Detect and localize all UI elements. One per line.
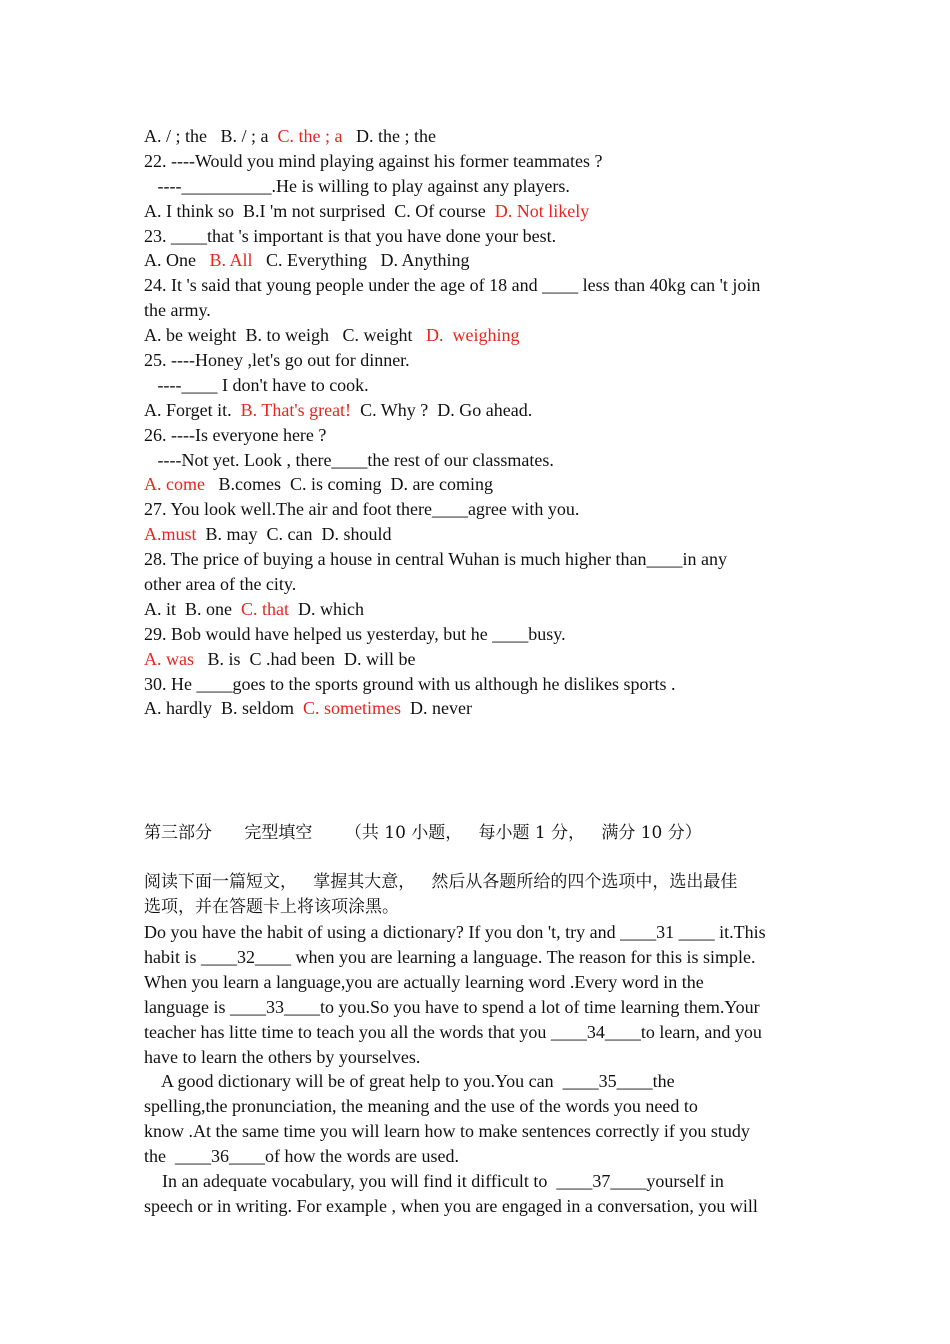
passage-line: spelling,the pronunciation, the meaning and the use of the words you need to [144, 1096, 698, 1117]
spacer [144, 846, 810, 870]
spacer [144, 721, 810, 821]
passage-line: In an adequate vocabulary, you will find it difficult to ____37____yourself in [144, 1170, 724, 1191]
question-26: 26. ----Is everyone here ? [144, 424, 327, 445]
passage-line: the ____36____of how the words are used. [144, 1146, 459, 1167]
instructions-line-1: 阅读下面一篇短文， 掌握其大意， 然后从各题所给的四个选项中，选出最佳 [144, 872, 738, 893]
question-28-continued: other area of the city. [144, 574, 297, 595]
answer-options-28: A. it B. one C. that D. which [144, 598, 364, 619]
instructions-line-2: 选项，并在答题卡上将该项涂黑。 [144, 897, 399, 918]
answer-options-23: A. One B. All C. Everything D. Anything [144, 250, 470, 271]
question-24-continued: the army. [144, 300, 211, 321]
passage-line: Do you have the habit of using a dictionary? If you don 't, try and ____31 ____ it.This [144, 922, 766, 943]
answer-options-24: A. be weight B. to weigh C. weight D. weighing [144, 325, 520, 346]
question-30: 30. He ____goes to the sports ground with us although he dislikes sports . [144, 673, 676, 694]
section-heading: 第三部分 完型填空 （共 10 小题， 每小题 1 分， 满分 10 分） [144, 823, 702, 844]
passage-line: When you learn a language,you are actually learning word .Every word in the [144, 971, 704, 992]
answer-options-25: A. Forget it. B. That's great! C. Why ? D. Go ahead. [144, 399, 533, 420]
passage-line: teacher has litte time to teach you all the words that you ____34____to learn, and you [144, 1021, 762, 1042]
question-28: 28. The price of buying a house in central Wuhan is much higher than____in any [144, 549, 727, 570]
passage-line: speech or in writing. For example , when you are engaged in a conversation, you will [144, 1195, 758, 1216]
answer-options-30: A. hardly B. seldom C. sometimes D. never [144, 698, 472, 719]
question-24: 24. It 's said that young people under the age of 18 and ____ less than 40kg can 't join [144, 275, 761, 296]
passage-line: language is ____33____to you.So you have to spend a lot of time learning them.Your [144, 996, 760, 1017]
worksheet-content [144, 124, 810, 1219]
question-22-reply: ----__________.He is willing to play against any players. [144, 175, 570, 196]
passage-line: have to learn the others by yourselves. [144, 1046, 421, 1067]
question-27: 27. You look well.The air and foot there____agree with you. [144, 499, 580, 520]
passage-line: know .At the same time you will learn how to make sentences correctly if you study [144, 1121, 750, 1142]
answer-options-22: A. I think so B.I 'm not surprised C. Of course D. Not likely [144, 200, 590, 221]
question-26-reply: ----Not yet. Look , there____the rest of our classmates. [144, 449, 554, 470]
question-25: 25. ----Honey ,let's go out for dinner. [144, 350, 410, 371]
answer-options-27: A.must B. may C. can D. should [144, 524, 392, 545]
answer-options-26: A. come B.comes C. is coming D. are coming [144, 474, 493, 495]
question-29: 29. Bob would have helped us yesterday, but he ____busy. [144, 623, 566, 644]
question-22: 22. ----Would you mind playing against his former teammates ? [144, 150, 603, 171]
question-25-reply: ----____ I don't have to cook. [144, 374, 369, 395]
answer-options-29: A. was B. is C .had been D. will be [144, 648, 416, 669]
question-23: 23. ____that 's important is that you have done your best. [144, 225, 557, 246]
passage-line: A good dictionary will be of great help to you.You can ____35____the [144, 1071, 675, 1092]
passage-line: habit is ____32____ when you are learning a language. The reason for this is simple. [144, 946, 756, 967]
answer-options-21: A. / ; the B. / ; a C. the ; a D. the ; the [144, 126, 436, 146]
